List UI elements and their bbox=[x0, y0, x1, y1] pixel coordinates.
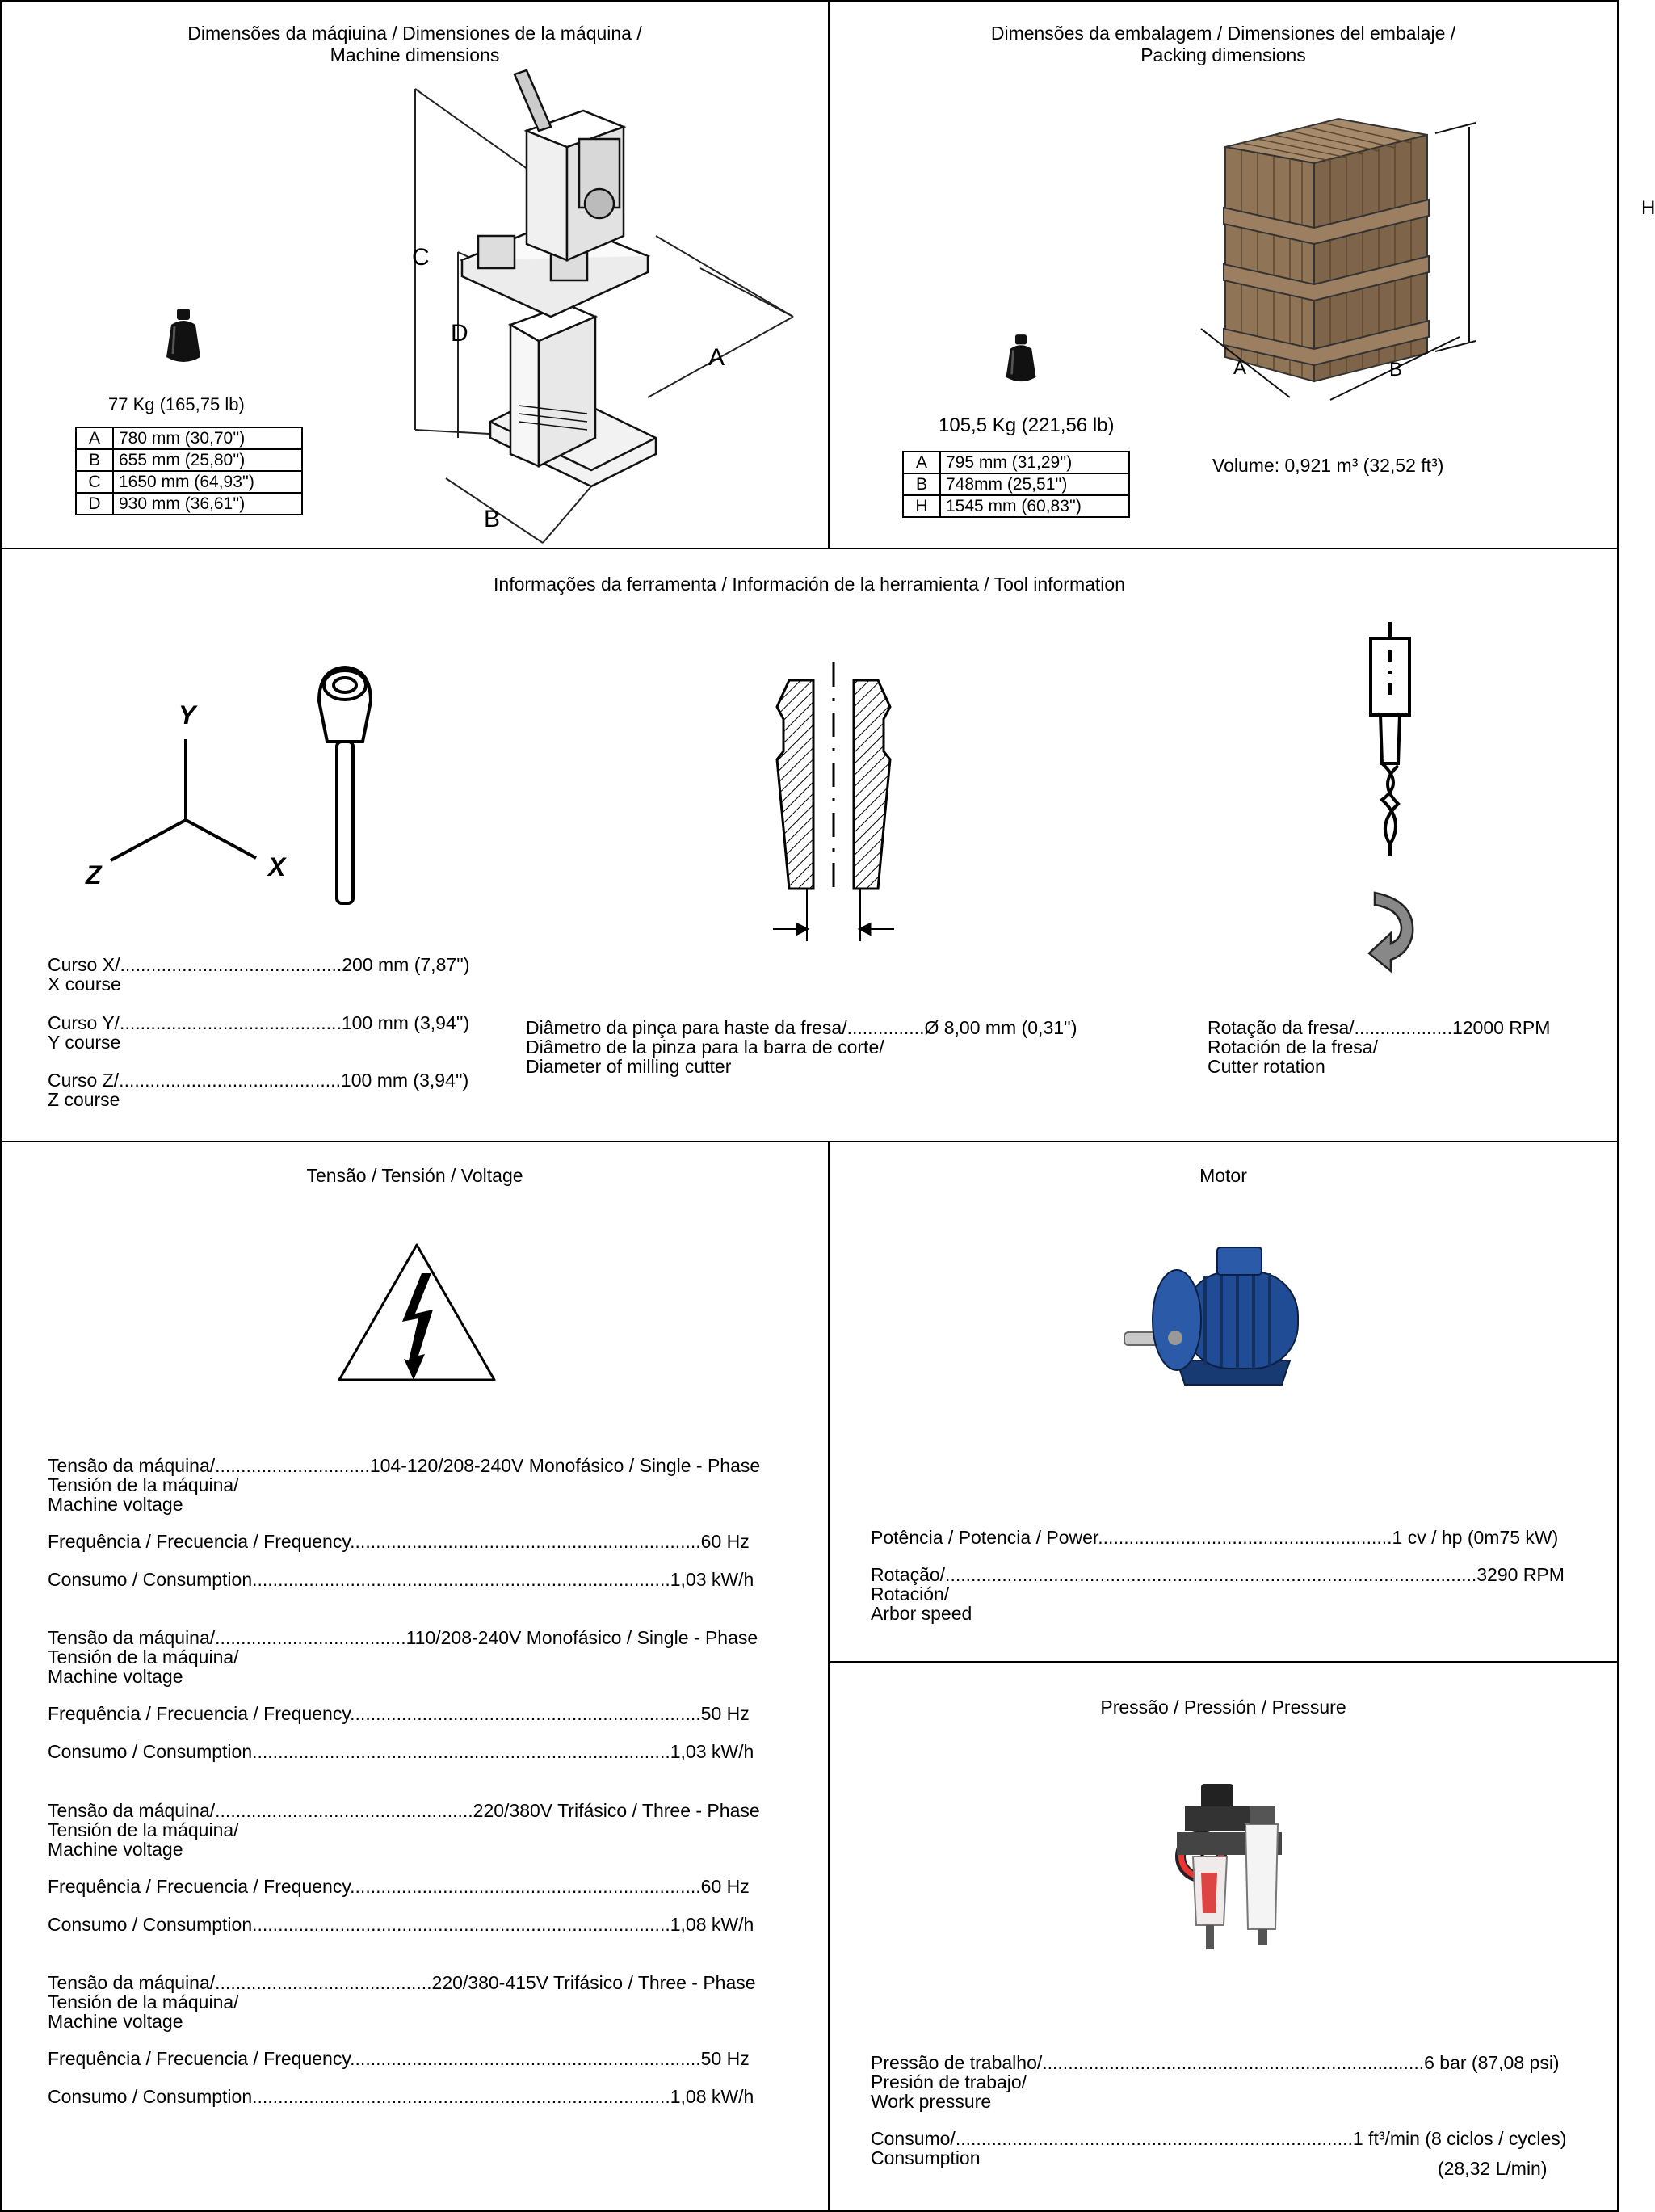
consumption: Consumo / Consumption.................................................................................1,03 kW/h bbox=[48, 1569, 754, 1590]
machine-voltage: Tensão da máquina/..........................................220/380-415V Trifásico / Three - Phase bbox=[48, 1972, 756, 1993]
packing-dimensions-title-line1: Dimensões da embalagem / Dimensiones del embalaje / bbox=[990, 23, 1456, 44]
cutter-rotation-line3: Cutter rotation bbox=[1208, 1056, 1325, 1077]
motor-rotation: Rotação/.......................................................................................................3290 RPM bbox=[871, 1564, 1565, 1585]
motor-rotation-en: Arbor speed bbox=[871, 1603, 972, 1624]
drill-bit-icon bbox=[1363, 622, 1427, 864]
collet-diameter-line3: Diameter of milling cutter bbox=[526, 1056, 732, 1077]
dimension-label-b: B bbox=[484, 506, 501, 532]
air-filter-regulator-icon bbox=[1169, 1784, 1298, 1962]
collet-diameter-line2: Diâmetro de la pinza para la barra de corte/ bbox=[526, 1037, 884, 1058]
packing-dimensions-title bbox=[830, 23, 1617, 66]
table-row bbox=[76, 449, 302, 471]
dimension-label-d: D bbox=[451, 320, 468, 347]
motor-specs bbox=[871, 1528, 1565, 1623]
crate-drawing bbox=[1169, 95, 1508, 418]
axis-label-y: Y bbox=[179, 700, 196, 730]
machine-voltage: Tensão da máquina/.....................................110/208-240V Monofásico / Single - Phase bbox=[48, 1627, 758, 1648]
dim-key: C bbox=[76, 471, 113, 493]
frequency: Frequência / Frecuencia / Frequency....................................................................60 Hz bbox=[48, 1876, 750, 1897]
machine-voltage-en: Machine voltage bbox=[48, 1839, 183, 1860]
crate-label-a: A bbox=[1233, 357, 1247, 379]
table-row bbox=[903, 495, 1129, 517]
dim-value: 780 mm (30,70'') bbox=[113, 427, 302, 449]
air-consumption-en: Consumption bbox=[871, 2147, 981, 2168]
cutter-rotation-line1: Rotação da fresa/...................12000 RPM bbox=[1208, 1017, 1551, 1038]
dim-key: D bbox=[76, 493, 113, 515]
dim-value: 655 mm (25,80'') bbox=[113, 449, 302, 471]
packing-dimensions-title-line2: Packing dimensions bbox=[1140, 44, 1306, 65]
machine-dimensions-table bbox=[75, 427, 303, 515]
table-row bbox=[76, 471, 302, 493]
motor-rotation-es: Rotación/ bbox=[871, 1583, 950, 1604]
rotation-arrow-icon bbox=[1363, 889, 1419, 978]
machine-dimensions-title-line1: Dimensões da máqiuina / Dimensiones de la máquina / bbox=[187, 23, 642, 44]
dim-value: 1545 mm (60,83'') bbox=[940, 495, 1129, 517]
motor-panel bbox=[828, 1141, 1619, 1663]
course-x-main: Curso X/...........................................200 mm (7,87'') bbox=[48, 954, 470, 975]
collet-diameter-line1: Diâmetro da pinça para haste da fresa/...............Ø 8,00 mm (0,31'') bbox=[526, 1017, 1077, 1038]
frequency: Frequência / Frecuencia / Frequency....................................................................60 Hz bbox=[48, 1531, 750, 1552]
machine-dimensions-title-line2: Machine dimensions bbox=[330, 44, 500, 65]
air-consumption-lmin-value: (28,32 L/min) bbox=[1438, 2158, 1548, 2179]
pressure-specs bbox=[871, 2053, 1566, 2168]
pressure-title: Pressão / Pressión / Pressure bbox=[1100, 1697, 1346, 1718]
voltage-group-2 bbox=[48, 1628, 758, 1761]
cutter-rotation-line2: Rotación de la fresa/ bbox=[1208, 1037, 1378, 1058]
course-x bbox=[48, 955, 470, 994]
dim-key: B bbox=[903, 473, 940, 495]
machine-weight: 77 Kg (165,75 lb) bbox=[108, 394, 245, 414]
machine-voltage: Tensão da máquina/..............................104-120/208-240V Monofásico / Single - Phase bbox=[48, 1455, 761, 1476]
motor-power: Potência / Potencia / Power.........................................................1 cv / hp (0m75 kW) bbox=[871, 1527, 1559, 1548]
table-row bbox=[903, 452, 1129, 473]
table-row bbox=[76, 493, 302, 515]
motor-title: Motor bbox=[1199, 1165, 1247, 1186]
work-pressure-en: Work pressure bbox=[871, 2091, 992, 2112]
course-z-main: Curso Z/...........................................100 mm (3,94'') bbox=[48, 1070, 469, 1091]
frequency: Frequência / Frecuencia / Frequency....................................................................50 Hz bbox=[48, 1703, 750, 1724]
machine-voltage-en: Machine voltage bbox=[48, 1666, 183, 1687]
machine-voltage-es: Tensión de la máquina/ bbox=[48, 1646, 239, 1667]
dim-key: A bbox=[76, 427, 113, 449]
voltage-title: Tensão / Tensión / Voltage bbox=[306, 1165, 523, 1186]
dim-key: A bbox=[903, 452, 940, 473]
machine-voltage-en: Machine voltage bbox=[48, 1494, 183, 1515]
dim-value: 795 mm (31,29'') bbox=[940, 452, 1129, 473]
tool-information-panel bbox=[0, 548, 1619, 1142]
dim-key: H bbox=[903, 495, 940, 517]
packing-volume: Volume: 0,921 m³ (32,52 ft³) bbox=[1212, 455, 1444, 476]
consumption: Consumo / Consumption.................................................................................1,08 kW/h bbox=[48, 1914, 754, 1935]
course-z bbox=[48, 1070, 468, 1109]
packing-dimensions-panel bbox=[828, 0, 1655, 549]
machine-dimensions-title bbox=[2, 23, 828, 66]
course-y-main: Curso Y/...........................................100 mm (3,94'') bbox=[48, 1012, 470, 1033]
work-pressure-es: Presión de trabajo/ bbox=[871, 2071, 1027, 2092]
machine-drawing bbox=[389, 82, 809, 551]
electric-motor-icon bbox=[1128, 1239, 1330, 1401]
course-y-sub: Y course bbox=[48, 1032, 121, 1053]
dim-key: B bbox=[76, 449, 113, 471]
consumption: Consumo / Consumption.................................................................................1,08 kW/h bbox=[48, 2086, 754, 2107]
machine-voltage: Tensão da máquina/..................................................220/380V Trifásico / Three - Phase bbox=[48, 1800, 760, 1821]
voltage-group-3 bbox=[48, 1801, 760, 1934]
cutter-rotation bbox=[1208, 1018, 1550, 1076]
collet-icon bbox=[761, 662, 906, 961]
crate-label-b: B bbox=[1389, 359, 1403, 381]
voltage-group-1 bbox=[48, 1456, 760, 1589]
voltage-group-4 bbox=[48, 1973, 756, 2106]
course-x-sub: X course bbox=[48, 974, 121, 995]
table-row bbox=[76, 427, 302, 449]
work-pressure: Pressão de trabalho/..........................................................................6 bar (87,08 psi) bbox=[871, 2052, 1560, 2073]
dim-value: 930 mm (36,61'') bbox=[113, 493, 302, 515]
course-y bbox=[48, 1013, 469, 1052]
dim-value: 1650 mm (64,93'') bbox=[113, 471, 302, 493]
high-voltage-warning-icon bbox=[334, 1241, 499, 1386]
tool-information-title: Informações da ferramenta / Información de la herramienta / Tool information bbox=[494, 574, 1125, 595]
air-consumption: Consumo/.............................................................................1 ft³/min (8 ciclos / cycles) bbox=[871, 2128, 1567, 2149]
cutter-tool-icon bbox=[313, 661, 377, 911]
machine-voltage-es: Tensión de la máquina/ bbox=[48, 1474, 239, 1495]
packing-dimensions-table bbox=[902, 451, 1130, 518]
collet-diameter bbox=[526, 1018, 1077, 1076]
machine-voltage-en: Machine voltage bbox=[48, 2011, 183, 2032]
dim-value: 748mm (25,51'') bbox=[940, 473, 1129, 495]
packing-weight: 105,5 Kg (221,56 lb) bbox=[939, 414, 1115, 436]
dimension-label-c: C bbox=[412, 244, 430, 271]
course-z-sub: Z course bbox=[48, 1089, 120, 1110]
axis-label-z: Z bbox=[86, 860, 102, 889]
frequency: Frequência / Frecuencia / Frequency....................................................................50 Hz bbox=[48, 2048, 750, 2069]
weight-icon bbox=[1003, 331, 1039, 386]
crate-label-h: H bbox=[1641, 197, 1655, 219]
weight-icon bbox=[163, 307, 204, 365]
machine-dimensions-panel bbox=[0, 0, 830, 549]
table-row bbox=[903, 473, 1129, 495]
dimension-label-a: A bbox=[708, 344, 725, 371]
voltage-panel bbox=[0, 1141, 830, 2212]
machine-voltage-es: Tensión de la máquina/ bbox=[48, 1819, 239, 1840]
consumption: Consumo / Consumption.................................................................................1,03 kW/h bbox=[48, 1741, 754, 1762]
machine-voltage-es: Tensión de la máquina/ bbox=[48, 1991, 239, 2012]
pressure-panel bbox=[828, 1661, 1619, 2212]
axis-label-x: X bbox=[268, 852, 286, 881]
